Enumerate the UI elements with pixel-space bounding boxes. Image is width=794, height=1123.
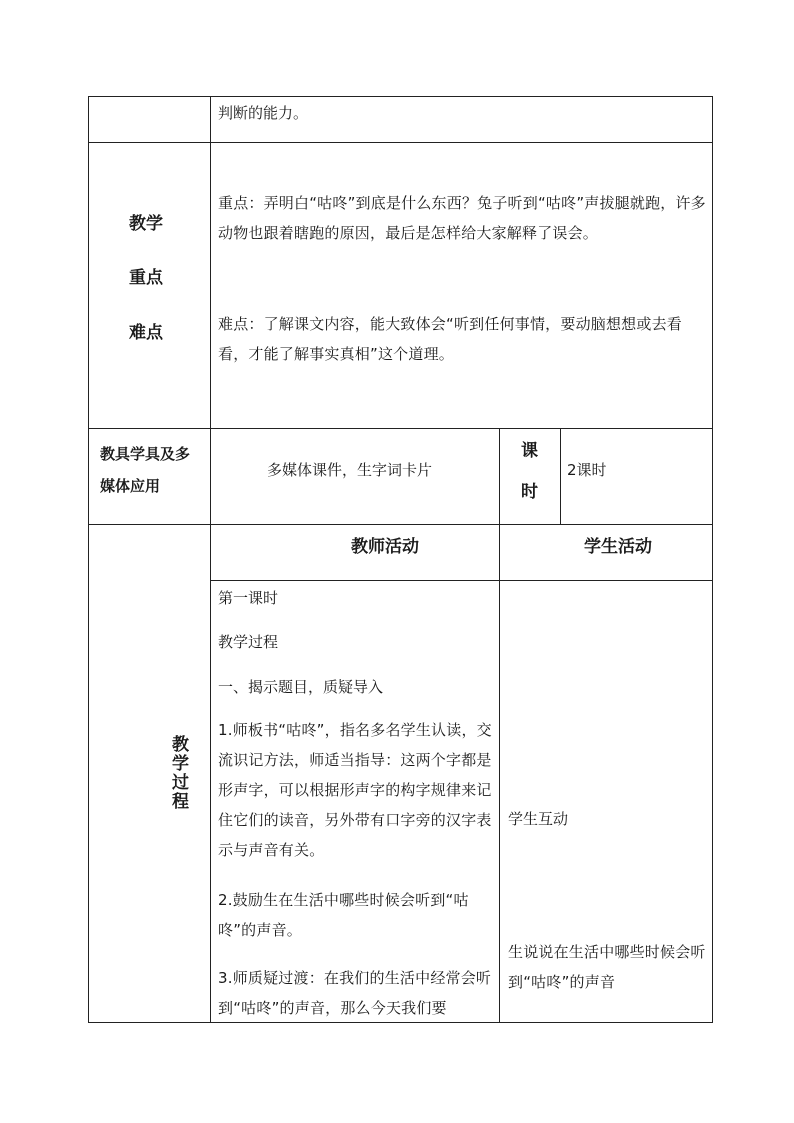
process-label-char-2: 学 [172,754,189,774]
teacher-paragraph-3: 3.师质疑过渡：在我们的生活中经常会听到“咕咚”的声音，那么今天我们要 [218,969,492,1017]
teacher-line-section-1: 一、揭示题目，质疑导入 [218,678,384,696]
student-line-sounds: 生说说在生活中哪些时候会听到“咕咚”的声音 [508,943,706,991]
teacher-header-cell [210,524,500,581]
teacher-activity-cell [210,580,500,1023]
student-activity-cell [499,580,713,1023]
key-points-label-line-2: 重点 [129,268,163,288]
period-value-text: 2课时 [567,461,607,479]
teacher-line-process: 教学过程 [218,633,279,651]
tools-content-text: 多媒体课件，生字词卡片 [267,461,433,479]
teacher-paragraph-1: 1.师板书“咕咚”，指名多名学生认读，交流识记方法，师适当指导：这两个字都是形声字，可以根据形声字的构字规律来记住它们的读音，另外带有口字旁的汉字表示与声音有关。 [218,721,492,859]
teacher-paragraph-2: 2.鼓励生在生活中哪些时候会听到“咕咚”的声音。 [218,891,469,939]
ability-tail-text: 判断的能力。 [218,104,309,122]
teacher-activity-header: 教师活动 [351,537,419,557]
period-label-1: 课 [521,441,538,461]
period-label-2: 时 [521,482,538,502]
tools-content-cell [210,428,500,525]
key-points-label-line-1: 教学 [129,214,163,234]
row-ability-content-cell [210,96,713,143]
student-header-cell [499,524,713,581]
key-points-label-cell [88,142,211,429]
process-label-char-3: 过 [172,773,189,793]
student-activity-header: 学生活动 [584,537,652,557]
key-points-label-line-3: 难点 [129,323,163,343]
period-label-cell [499,428,561,525]
row-ability-label-cell [88,96,211,143]
tools-label-cell [88,428,211,525]
process-label-cell [88,524,211,1023]
teacher-line-first-period: 第一课时 [218,589,279,607]
period-value-cell [560,428,713,525]
tools-label-line-2: 媒体应用 [100,477,161,495]
nandian-text: 难点：了解课文内容，能大致体会“听到任何事情，要动脑想想或去看看，才能了解事实真相”这个道理。 [218,315,682,363]
tools-label-line-1: 教具学具及多 [100,445,191,463]
student-line-interaction: 学生互动 [508,810,569,828]
process-label-char-4: 程 [172,792,189,812]
process-label-char-1: 教 [172,735,189,755]
key-points-content-cell [210,142,713,429]
zhongdian-text: 重点：弄明白“咕咚”到底是什么东西？兔子听到“咕咚”声拔腿就跑，许多动物也跟着瞎跑的原因，最后是怎样给大家解释了误会。 [218,194,706,242]
